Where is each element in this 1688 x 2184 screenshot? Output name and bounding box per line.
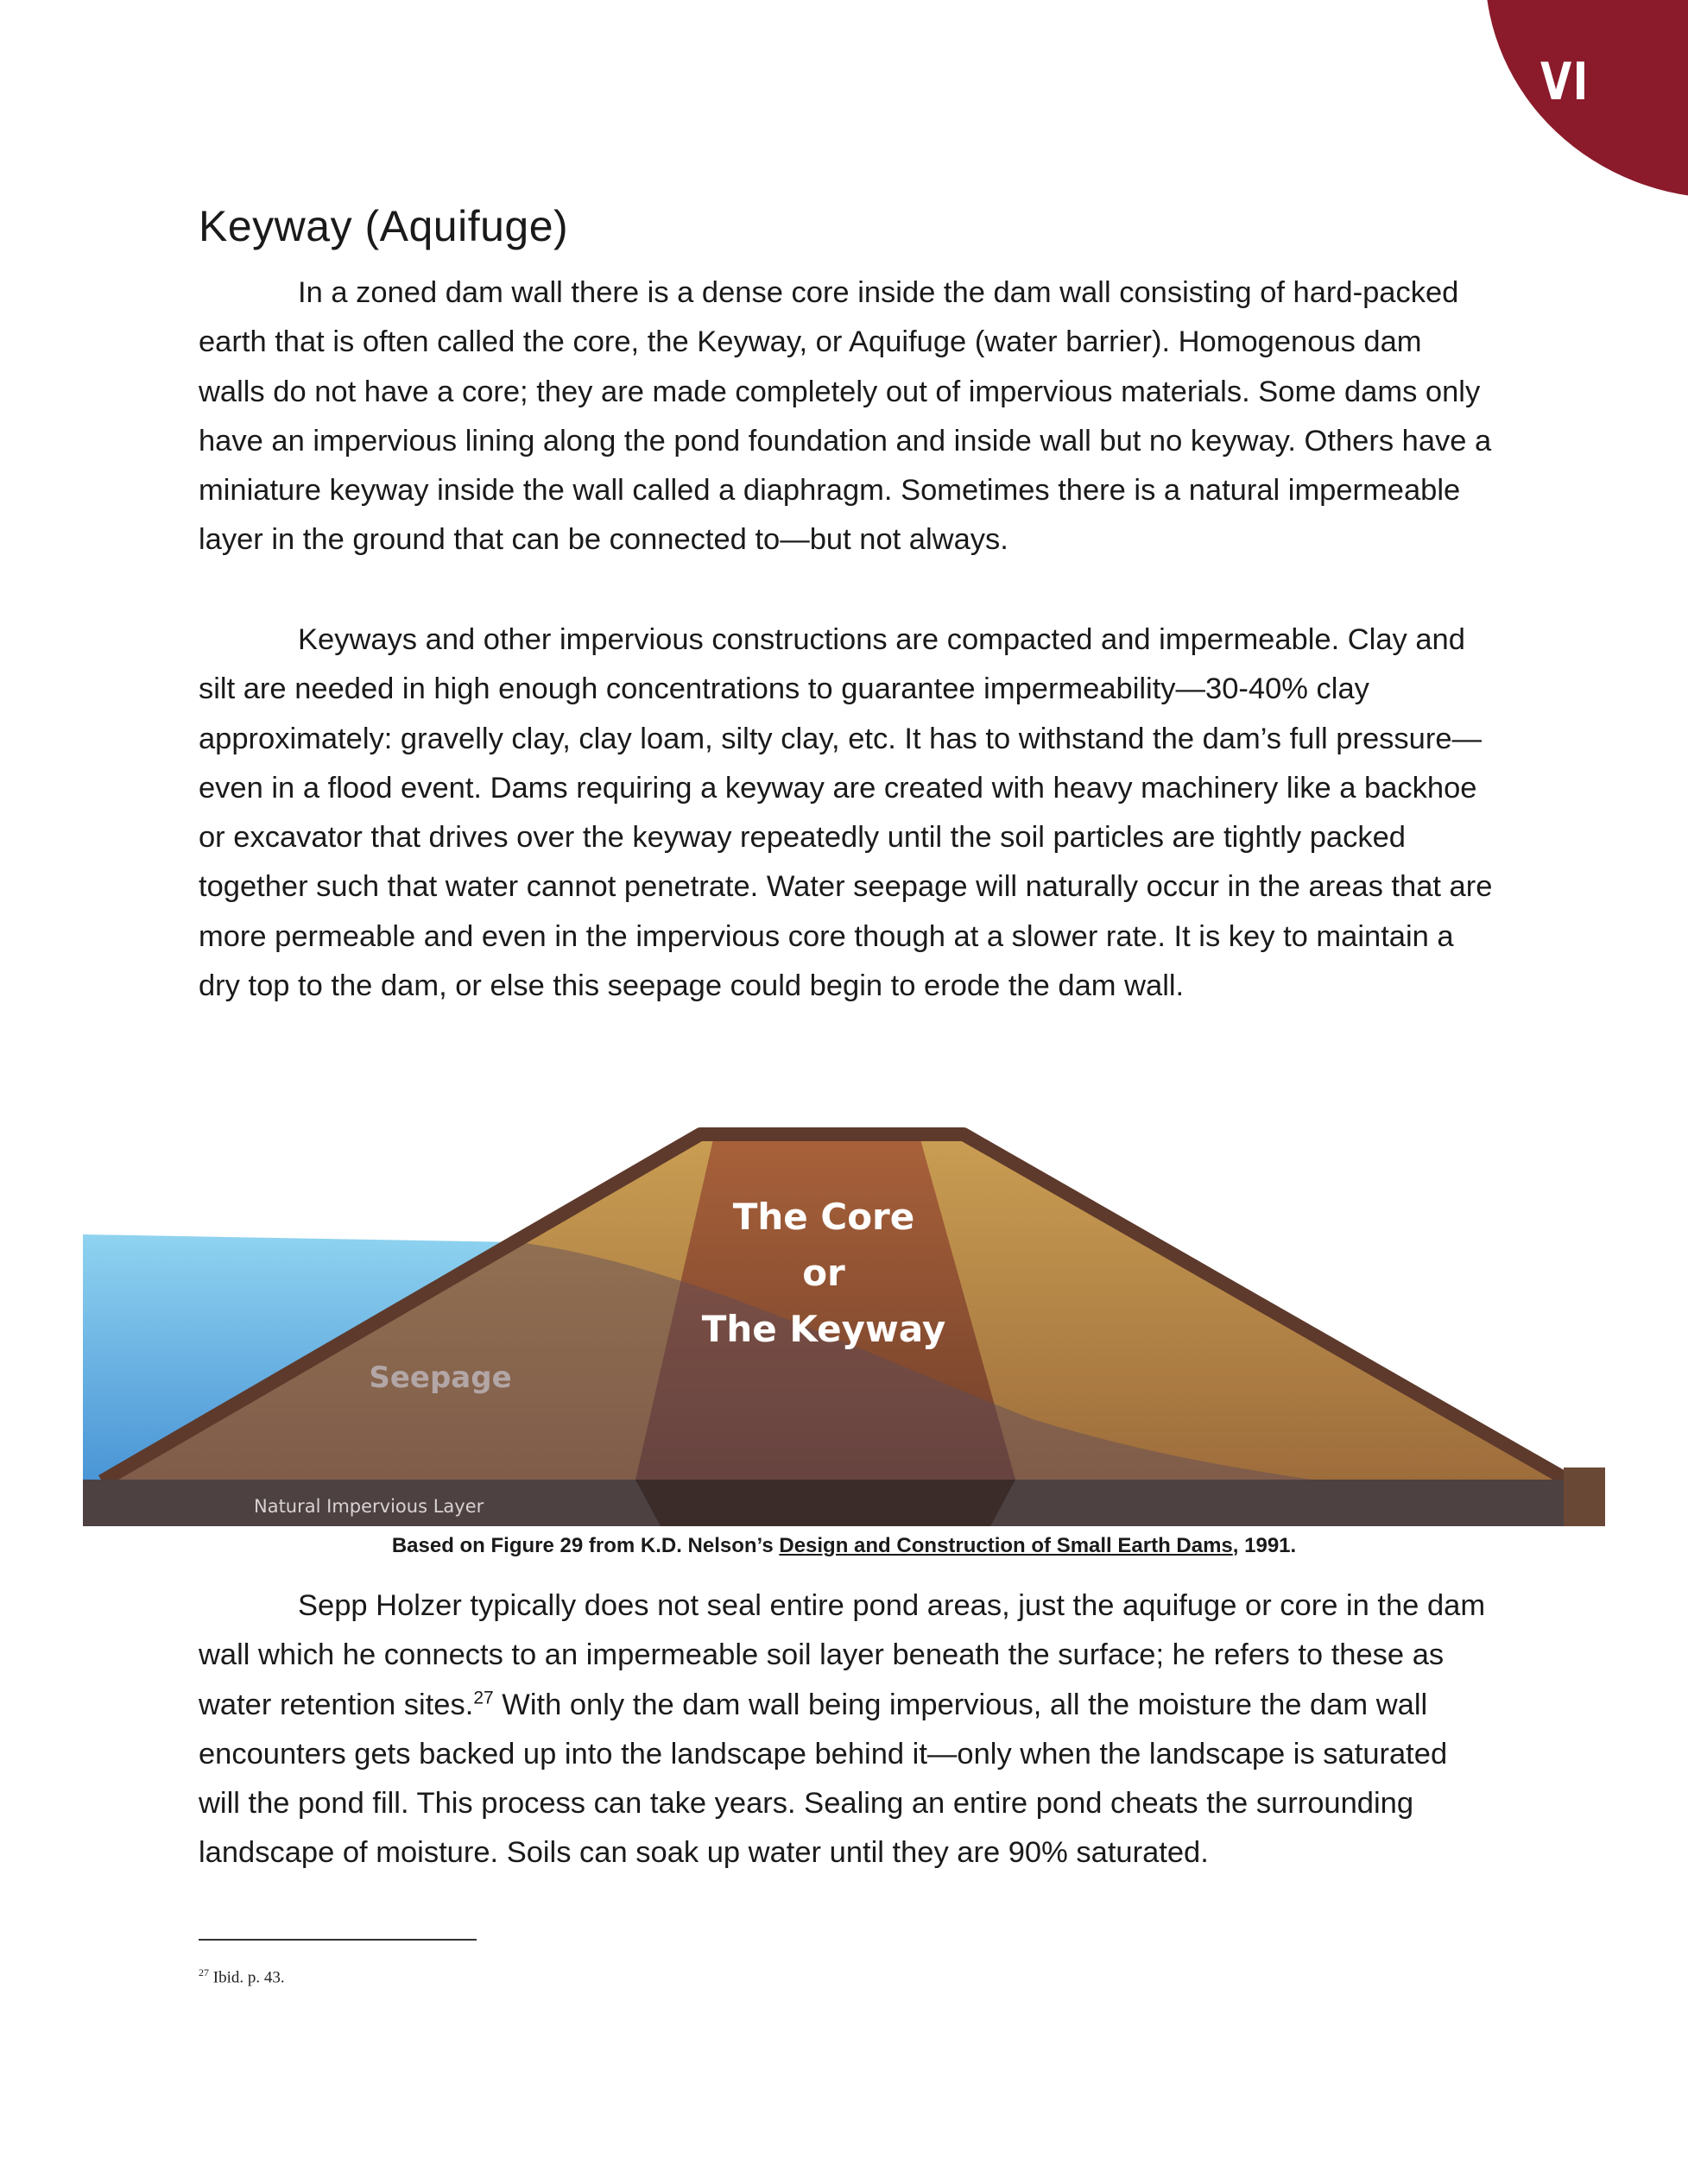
footnote-text: Ibid. p. 43.	[209, 1968, 285, 1987]
paragraph-sepp-holzer-start: Sepp Holzer typically does not seal entire pond areas, just the aquifuge or core in the dam wall which he connects to an impermeable soil layer beneath the surface; he refers to these as water retention sites.	[199, 1589, 1486, 1721]
figure-caption	[0, 1534, 1688, 1558]
caption-book-title: Design and Construction of Small Earth Dams	[779, 1534, 1233, 1557]
impervious-layer-label: Natural Impervious Layer	[254, 1496, 484, 1517]
core-label-line1: The Core	[732, 1196, 915, 1238]
footnote	[199, 1966, 285, 1987]
section-title: Keyway (Aquifuge)	[199, 202, 569, 250]
footnote-divider	[199, 1939, 477, 1941]
core-label-line3: The Keyway	[701, 1308, 946, 1350]
core-footing	[635, 1480, 1015, 1526]
paragraph-sepp-holzer-end: With only the dam wall being impervious, all the moisture the dam wall encounters gets backed up into the landscape behind it—only when the landscape is saturated will the pond fill. This process can take years. Sealing an entire pond cheats the surrounding landscape of moisture. Soils can soak up water until they are 90% saturated.	[199, 1688, 1448, 1870]
right-ground-soil	[1564, 1468, 1605, 1526]
footnote-reference[interactable]: 27	[473, 1688, 494, 1708]
footnote-number: 27	[199, 1966, 209, 1979]
paragraph-sepp-holzer	[199, 1581, 1494, 1878]
caption-suffix: , 1991.	[1232, 1534, 1297, 1557]
caption-prefix: Based on Figure 29 from K.D. Nelson’s	[391, 1534, 780, 1557]
paragraph-keyway-construction: Keyways and other impervious constructions are compacted and impermeable. Clay and silt are needed in high enough concentrations to guarantee impermeability—30-40% clay approximately: gravelly clay, clay loam, silty clay, etc. It has to withstand the dam’s full pressure—even in a flood event. Dams requiring a keyway are created with heavy machinery like a backhoe or excavator that drives over the keyway repeatedly until the soil particles are tightly packed together such that water cannot penetrate. Water seepage will naturally occur in the areas that are more permeable and even in the impervious core though at a slower rate. It is key to maintain a dry top to the dam, or else this seepage could begin to erode the dam wall.	[199, 623, 1493, 1003]
seepage-label: Seepage	[369, 1360, 512, 1395]
dam-cross-section-diagram	[83, 1119, 1605, 1526]
core-label-line2: or	[802, 1252, 845, 1294]
chapter-number: VI	[1540, 52, 1590, 112]
paragraph-core-description: In a zoned dam wall there is a dense core inside the dam wall consisting of hard-packed earth that is often called the core, the Keyway, or Aquifuge (water barrier). Homogenous dam walls do not have a core; they are made completely out of impervious materials. Some dams only have an impervious lining along the pond foundation and inside wall but no keyway. Others have a miniature keyway inside the wall called a diaphragm. Sometimes there is a natural impermeable layer in the ground that can be connected to—but not always.	[199, 276, 1492, 557]
